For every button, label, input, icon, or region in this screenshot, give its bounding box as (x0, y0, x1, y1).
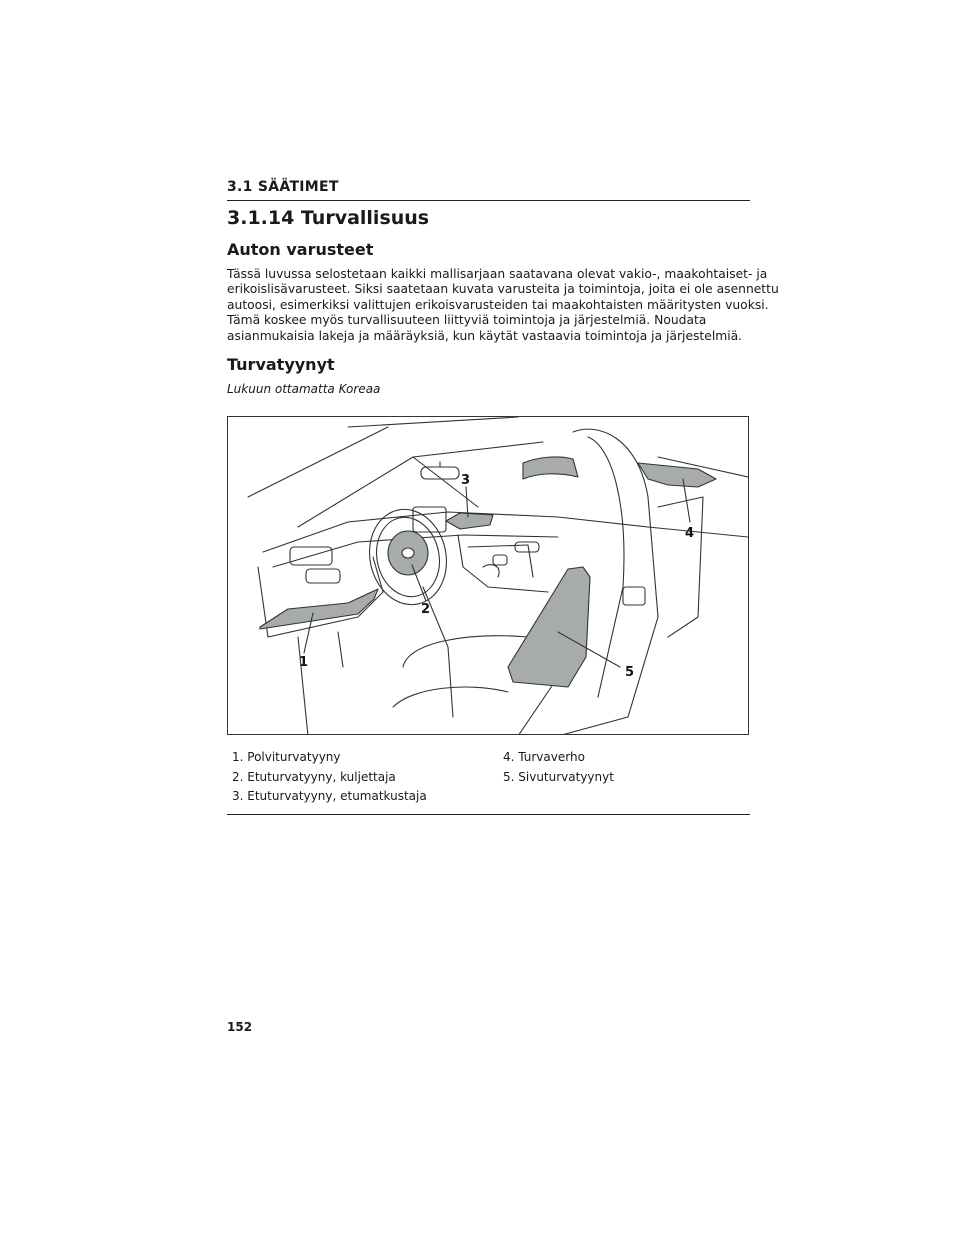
door-line (648, 527, 748, 537)
intro-paragraph (227, 267, 779, 344)
curtain-airbag-left-highlight (523, 457, 578, 479)
section-header (227, 178, 750, 201)
legend-column-2 (503, 748, 614, 787)
callout-5: 5 (625, 665, 635, 680)
callout-3: 3 (461, 473, 471, 488)
steering-emblem (402, 548, 414, 558)
paragraph-line: autoosi, esimerkiksi valittujen erikoisvarusteiden tai maakohtaisten määritysten vuoksi. (227, 297, 769, 312)
side-airbag-highlight (508, 567, 590, 687)
center-console (458, 535, 548, 592)
subsection-title: Auton varusteet (227, 240, 374, 259)
door-switch (306, 569, 340, 583)
knee-airbag-highlight (260, 589, 378, 629)
paragraph-line: Tämä koskee myös turvallisuuteen liittyviä toimintoja ja järjestelmiä. Noudata (227, 313, 707, 328)
pedal-line (338, 632, 343, 667)
page-number: 152 (227, 1020, 253, 1034)
paragraph-line: erikoislisävarusteet. Siksi saatetaan kuvata varusteita ja toimintoja, joita ei ole asennettu (227, 282, 779, 297)
legend-item: 3. Etuturvatyyny, etumatkustaja (232, 789, 427, 803)
legend-item: 4. Turvaverho (503, 750, 585, 764)
seat-lever (623, 587, 645, 605)
paragraph-line: asianmukaisia lakeja ja määräyksiä, kun käytät vastaavia toimintoja ja järjestelmiä. (227, 328, 743, 343)
seat-back-inner (588, 437, 624, 697)
region-note: Lukuun ottamatta Koreaa (227, 382, 381, 396)
car-interior-drawing (228, 417, 749, 735)
callout-2: 2 (421, 602, 431, 617)
callout-1: 1 (299, 655, 309, 670)
page-title: 3.1.14 Turvallisuus (227, 207, 430, 229)
legend-column-1 (232, 748, 427, 807)
legend-item: 1. Polviturvatyyny (232, 750, 341, 764)
center-stack (468, 545, 533, 577)
seat-cushion-edge (393, 687, 508, 707)
seat-side (658, 497, 703, 637)
knob (483, 565, 499, 577)
legend-item: 2. Etuturvatyyny, kuljettaja (232, 769, 396, 784)
legend-item: 5. Sivuturvatyynyt (503, 769, 614, 784)
callout-4: 4 (685, 526, 695, 541)
airbag-illustration (227, 416, 749, 735)
floor-line (298, 637, 308, 735)
curtain-airbag-right-highlight (638, 463, 716, 487)
bottom-divider (227, 814, 750, 815)
airbags-title: Turvatyynyt (227, 355, 335, 374)
a-pillar-line (248, 427, 388, 497)
vent-center (493, 555, 507, 565)
passenger-airbag-highlight (446, 513, 493, 529)
vent-right (515, 542, 539, 552)
roof-line (348, 417, 518, 427)
section-header-label: 3.1 SÄÄTIMET (227, 179, 339, 195)
paragraph-line: Tässä luvussa selostetaan kaikki mallisarjaan saatavana olevat vakio-, maakohtaiset- ja (227, 267, 768, 281)
